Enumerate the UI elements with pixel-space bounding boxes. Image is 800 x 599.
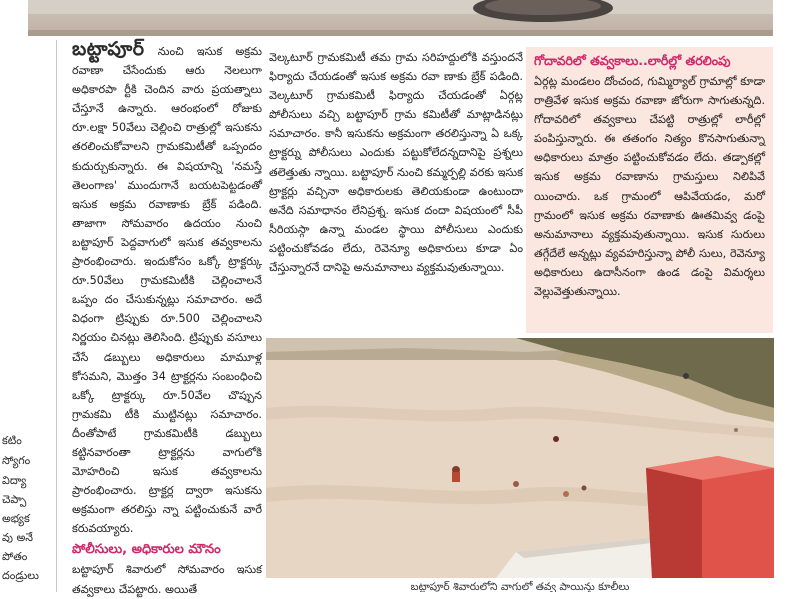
- left-fragment-line: అభ్యక: [2, 512, 30, 525]
- sidebar-box: [526, 47, 773, 333]
- dateline-place: బట్టాపూర్: [72, 38, 145, 60]
- article-paragraph: బట్టాపూర్ శివారులో సోమవారం ఇసుక తవ్వకాలు చేపట్టారు. అయితే: [72, 563, 262, 596]
- left-fragment-line: స్యోగం: [2, 454, 31, 467]
- left-fragment-line: పోతం: [2, 550, 28, 563]
- left-fragment-line: చెప్పా: [2, 493, 27, 506]
- middle-article-column: [269, 48, 523, 277]
- left-fragment-line: దండ్రులు: [2, 569, 39, 582]
- photo-caption: బట్టాపూర్ శివారులోని వాగులో తవ్వ పాయిన్తు కూలీలు: [410, 581, 630, 592]
- main-article-column: [72, 40, 262, 599]
- top-photo-strip: [28, 0, 773, 36]
- subheading: పోలీసులు, అధికారుల మౌనం: [72, 542, 221, 558]
- left-fragment-line: వు అనే: [2, 531, 33, 544]
- left-fragment-line: విద్యా: [2, 474, 27, 487]
- left-fragment-line: కటిం: [2, 434, 22, 447]
- article-paragraph: వెల్కటూర్ గ్రామకమిటీ తమ గ్రామ సరిహద్దులోకి వస్తుందనే ఫిర్యాదు చేయడంతో ఇసుక అక్రమ రవా ణాకు బ్రేక్ పడింది. వెల్కటూర్ గ్రామకమిటీ ఫిర్యాదు చేయడంతో ఏర్గట్ల పోలీసులు వచ్చి బట్టాపూర్ గ్రామ కమిటీతో మాట్లాడినట్లు సమాచారం. కానీ ఇసుకను అక్రమంగా తరలిస్తున్నా ఏ ఒక్క ట్రాక్టర్ను పోలీసులు ఎందుకు పట్టుకోలేదన్నదానిపై ప్రశ్నలు తలెత్తుతు న్నాయి. బట్టాపూర్ నుంచి కమ్మర్పల్లి వరకు ఇసుక ట్రాక్టర్లు వచ్చినా అధికారులకు తెలియకుండా ఉంటుందా అనేది సమాధానం లేనిప్రశ్న. ఇసుక దందా విషయంలో సీపీ సీరియస్గా ఉన్నా మండల స్థాయి పోలీసులు ఎందుకు పట్టించుకోవడం లేదు, రెవెన్యూ అధికారులు కూడా ఏం చేస్తున్నారనే దానిపై అనుమానాలు వ్యక్తమవుతున్నాయి.: [269, 51, 523, 275]
- article-text: నుంచి ఇసుక అక్రమ రవాణా చేసేందుకు ఆరు నెలలుగా అధికారపా ర్టీకి చెందిన వారు ప్రయత్నాలు చేస్తూనే ఉన్నారు. ఆరంభంలో రోజుకు రూ.లక్షా 50వేలు చెల్లించి రాత్రుల్లో ఇసుకను తరలించుకోవాలని గ్రామకమిటీతో ఒప్పందం కుదుర్చుకున్నారు. ఈ విషయాన్ని 'నమస్తే తెలంగాణ' ముందుగానే బయటపెట్టడంతో ఇసుక అక్రమ రవాణాకు బ్రేక్ పడింది. తాజాగా సోమవారం ఉదయం నుంచి బట్టాపూర్ పెద్దవాగులో ఇసుక తవ్వకాలను ప్రారంభించారు. ఇందుకోసం ఒక్కో ట్రాక్టర్కు రూ.50వేలు గ్రామకమిటీకి చెల్లించాలనే ఒప్పం దం చేసుకున్నట్లు సమాచారం. అదే విధంగా ట్రిప్పుకు రూ.500 చెల్లించాలని నిర్ణయం చినట్లు తెలిసింది. ట్రిప్పుకు వసూలు చేసే డబ్బులు అధికారులు మామూళ్ల కోసమని, మొత్తం 34 ట్రాక్టర్లను సంబంధించి ఒక్కో ట్రాక్టర్కు రూ.50వేల చొప్పున గ్రామకమి టీకి ముట్టినట్లు సమాచారం. దీంతోపాటే గ్రామకమిటీకి డబ్బులు కట్టినవారంతా ట్రాక్టర్లను వాగులోకి మోహరించి ఇసుక తవ్వకాలను ప్రారంభించారు. ట్రాక్టర్ల ద్వారా ఇసుకను అక్రమంగా తరలిస్తు న్నా పట్టించుకునే వారే కరువయ్యారు.: [72, 45, 262, 536]
- sidebar-title: గోదావరిలో తవ్వకాలు..లారీల్లో తరలింపు: [534, 53, 731, 68]
- sidebar-text: ఏర్గట్ల మండలం దోంచంద, గుమ్మిర్యాల్ గ్రామాల్లో కూడా రాత్రివేళ ఇసుక అక్రమ రవాణా జోరుగా సాగుతున్నది. గోదావరిలో తవ్వకాలు చేపట్టి రాత్రుల్లో లారీల్లో పంపిస్తున్నారు. ఈ తతంగం నిత్యం కొనసాగుతున్నా అధికారులు మాత్రం పట్టించుకోవడం లేదు. తడ్పాకల్లో ఇసుక అక్రమ రవాణాను గ్రామస్తులు నిలిపివే యించారు. ఒక గ్రామంలో ఆపివేయడం, మరో గ్రామంలో ఇసుక అక్రమ రవాణాకు ఊతమివ్వ డంపై అనుమానాలు వ్యక్తమవుతున్నాయి. ఇసుక సురులు తగ్గేదేలే అన్నట్లు వ్యవహరిస్తున్నా పోలీ సులు, రెవెన్యూ అధికారులు ఉదాసీనంగా ఉండ డంపై విమర్శలు వెల్లువెత్తుతున్నాయి.: [534, 75, 765, 299]
- column-divider: [56, 40, 57, 592]
- article-paragraph: [72, 40, 262, 538]
- riverbed-photo: [266, 338, 774, 578]
